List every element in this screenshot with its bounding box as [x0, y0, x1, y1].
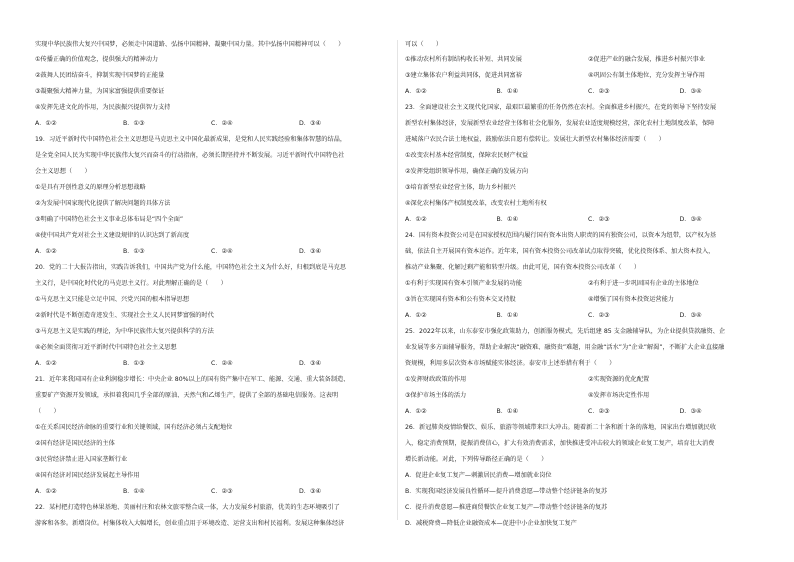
q23-item: ④深化农村集体产权制度改革，改变农村土地所有权 — [405, 200, 547, 207]
option-c[interactable]: C．②③ — [211, 488, 233, 495]
option-c[interactable]: C．②③ — [588, 312, 610, 319]
option-a[interactable]: A．①② — [35, 120, 57, 127]
intro-item: ①传播正确的价值观念，提供强大的精神动力 — [35, 56, 159, 63]
q19-stem: 19．习近平新时代中国特色社会主义思想是马克思主义中国化最新成果，是党和人民实践经验和集体智慧的结晶， — [35, 136, 347, 143]
q23-item: ②发挥党组织领导作用，确保正确的发展方向 — [405, 168, 529, 175]
q21-stem: 21．近年来我国国有企业利润稳步增长：中央企业 80%以上的国有资产集中在军工、能源、交通、重大装备制造、 — [35, 376, 350, 383]
q23-stem: 23．全面建设社会主义现代化国家，最艰巨最繁重的任务仍然在农村。全面推进乡村振兴，在党的领导下坚持发展 — [405, 104, 717, 111]
q23-stem: 进城落户农民合法土地权益，鼓励依法自愿有偿转让。发展壮大新型农村集体经济需要（ ） — [405, 136, 665, 143]
q22-continued: 可以（ ） — [405, 41, 443, 48]
q20-item: ①马克思主义只能是立足中国、兴党兴国的根本指导思想 — [35, 296, 190, 303]
q19-item: ①是具有开创性意义的原理分析思想战略 — [35, 184, 146, 191]
option-b[interactable]: B．①③ — [123, 360, 145, 367]
option-d[interactable]: D．③④ — [679, 88, 702, 95]
q20-item: ②新时代是不断创造奇迹发生、实现社会主义人民同梦富强的时代 — [35, 312, 214, 319]
option-b[interactable]: B．①④ — [123, 488, 145, 495]
q19-item: ②为发展中国家现代化提供了解决问题的具体方法 — [35, 200, 171, 207]
q26-stem: 26．新冠肺炎疫情给餐饮、娱乐、旅游等领域带来巨大冲击。随着新二十条和新十条的落地，国家出台增加就民收 — [405, 424, 717, 431]
intro-item: ④发挥先进文化的作用，为民族振兴提供智力支持 — [35, 104, 171, 111]
q26-option-b[interactable]: B．实现我国经济发展良性循环—提升消费意愿—带动整个经济链条的复苏 — [405, 488, 608, 495]
q22-item: ③建立集体农户利益共同体，促进共同富裕 — [405, 72, 522, 79]
option-a[interactable]: A．①② — [405, 88, 427, 95]
q23-item: ①改变农村基本经营制度，保障农民财产权益 — [405, 152, 529, 159]
option-a[interactable]: A．①② — [35, 488, 57, 495]
option-c[interactable]: C．②③ — [588, 408, 610, 415]
option-c[interactable]: C．②④ — [211, 360, 233, 367]
q26-stem: 增长新动能。对此，下列传导路径正确的是（ ） — [405, 456, 548, 463]
q19-item: ③明确了中国特色社会主义事业总体布局是“四个全面” — [35, 216, 184, 223]
option-c[interactable]: C．②④ — [211, 248, 233, 255]
q25-stem: 资规模，利用多层次资本市场赋能实体经济。泰安市上述举措有利于（ ） — [405, 360, 616, 367]
option-a[interactable]: A．①② — [35, 360, 57, 367]
option-a[interactable]: A．①② — [35, 248, 57, 255]
q25-item: ①发挥财政政策的作用 — [405, 376, 467, 383]
option-d[interactable]: D．③④ — [299, 360, 322, 367]
option-b[interactable]: B．①④ — [496, 312, 519, 319]
q25-item: ②实现资源的优化配置 — [588, 376, 650, 383]
option-d[interactable]: D．③④ — [679, 408, 702, 415]
q21-item: ③民营经济禁止进入国家垄断行业 — [35, 456, 128, 463]
q24-stem: 24．国有资本投资公司是在国家授权范围内履行国有资本出资人职责的国有独资公司，以资本为纽带，以产权为基 — [405, 232, 717, 239]
option-b[interactable]: B．①④ — [496, 88, 519, 95]
option-d[interactable]: D．③④ — [299, 120, 322, 127]
column-divider — [397, 40, 398, 520]
option-d[interactable]: D．③④ — [299, 488, 322, 495]
intro-item: ②鼓舞人民团结奋斗，抑制实现中国梦的正能量 — [35, 72, 165, 79]
q22-item: ①推动农村所有制结构收长补短、共同发展 — [405, 56, 522, 63]
q22-item: ②促进产业的融合发展，推进乡村振兴事业 — [588, 56, 705, 63]
q19-stem: 会主义思想（ ） — [35, 168, 91, 175]
q20-item: ④必须全面贯彻习近平新时代中国特色社会主义思想 — [35, 344, 177, 351]
q21-item: ②国有经济是国民经济的主体 — [35, 440, 115, 447]
q24-item: ③旨在实现国有资本和公有资本交叉持股 — [405, 296, 516, 303]
q24-stem: 础，依法自主开展国有资本运作。近年来，国有资本投资公司改革试点取得突破，优化投资体系、加大资本投入， — [405, 248, 715, 255]
q21-stem: 重要矿产资源开发领域，承担着我国几乎全部的原油、天然气和乙烯生产，提供了全部的基础电信服务。这表明 — [35, 392, 339, 399]
intro-stem: 实现中华民族伟大复兴中国梦，必须走中国道路、弘扬中国精神、凝聚中国力量。其中弘扬中国精神可以（ ） — [35, 41, 345, 48]
q24-item: ①有利于实现国有资本引领产业发展的功能 — [405, 280, 522, 287]
option-a[interactable]: A．①② — [405, 408, 427, 415]
q26-option-a[interactable]: A．促进企业复工复产—刺激居民消费—增加就业岗位 — [405, 472, 552, 479]
option-c[interactable]: C．②③ — [588, 88, 610, 95]
q24-item: ②有利于进一步巩固国有企业的主体地位 — [588, 280, 699, 287]
q24-item: ④增强了国有资本投资运营能力 — [588, 296, 674, 303]
q20-stem: 主义行，是中国化时代化的马克思主义行。对此理解正确的是（ ） — [35, 280, 227, 287]
option-d[interactable]: D．③④ — [299, 248, 322, 255]
q25-item: ③保护市场主体的活力 — [405, 392, 467, 399]
option-b[interactable]: B．①③ — [123, 120, 145, 127]
q26-option-d[interactable]: D．减税降费—降低企业融资成本—促进中小企业加快复工复产 — [405, 520, 577, 527]
q21-item: ④国有经济对国民经济发展起主导作用 — [35, 472, 140, 479]
option-c[interactable]: C．②③ — [588, 216, 610, 223]
q25-stem: 25．2022年以来，山东泰安市强化政策助力，创新服务模式，先后组建 85 支金融辅导队，为企业提供贷款融资、企 — [405, 328, 726, 335]
q22-stem: 22．某村把打造特色林果基地、美丽村庄和农林文旅零整合成一体，大力发展乡村旅游，优美的生态环境吸引了 — [35, 504, 340, 511]
q22-item: ④巩固公有制主体地位，充分发挥主导作用 — [588, 72, 705, 79]
option-a[interactable]: A．①② — [405, 216, 427, 223]
q19-stem: 是全党全国人民为实现中华民族伟大复兴而奋斗的行动指南，必须长期坚持并不断发展。习近平新时代中国特色社 — [35, 152, 345, 159]
q26-option-c[interactable]: C．提升消费意愿—推进商贸餐饮企业复工复产—带动整个经济链条的复苏 — [405, 504, 608, 511]
q19-item: ④使中国共产党对社会主义建设规律的认识达到了新高度 — [35, 232, 190, 239]
q24-stem: 推动产业集聚、化解过剩产能和转型升级。由此可见，国有资本投资公司改革（ ） — [405, 264, 641, 271]
option-d[interactable]: D．③④ — [679, 216, 702, 223]
q26-stem: 入，稳定消费预期，提振消费信心，扩大有效消费需求，加快推进受冲击较大的领域企业复工复产，培育壮大消费 — [405, 440, 715, 447]
q21-item: ①在关系国民经济命脉的重要行业和关键领域，国有经济必须占支配地位 — [35, 424, 233, 431]
option-b[interactable]: B．①③ — [123, 248, 145, 255]
option-b[interactable]: B．①④ — [496, 216, 519, 223]
q21-stem: （ ） — [35, 408, 60, 415]
q22-stem: 游客和各参。新增岗位。村集体收入大幅增长，创业重点用于环境改造、运营支出和村民福利。发展这种集体经济 — [35, 520, 345, 527]
q25-item: ④发挥市场决定性作用 — [588, 392, 650, 399]
option-a[interactable]: A．①② — [405, 312, 427, 319]
q23-item: ③培育新型农业经营主体，助力乡村振兴 — [405, 184, 516, 191]
option-c[interactable]: C．②④ — [211, 120, 233, 127]
q20-stem: 20．党的二十大报告指出，实践告诉我们，中国共产党为什么能，中国特色社会主义为什么好，归根到底是马克思 — [35, 264, 347, 271]
q25-stem: 业发展等多方面辅导服务，帮助企业解决“融资难、融资贵”难题，用金融“活水”为“企业”解渴”，不断扩大企业直接融 — [405, 344, 725, 351]
q23-stem: 新型农村集体经济，发展新型农业经营主体和社会化服务，发展农业适度规模经营，深化农村土地制度改革，保障 — [405, 120, 715, 127]
intro-item: ③凝聚强大精神力量，为国家富强提供重要保证 — [35, 88, 165, 95]
q20-item: ③马克思主义是实践的理论，为中华民族伟大复兴提供科学的方法 — [35, 328, 214, 335]
option-d[interactable]: D．③④ — [679, 312, 702, 319]
option-b[interactable]: B．①④ — [496, 408, 519, 415]
